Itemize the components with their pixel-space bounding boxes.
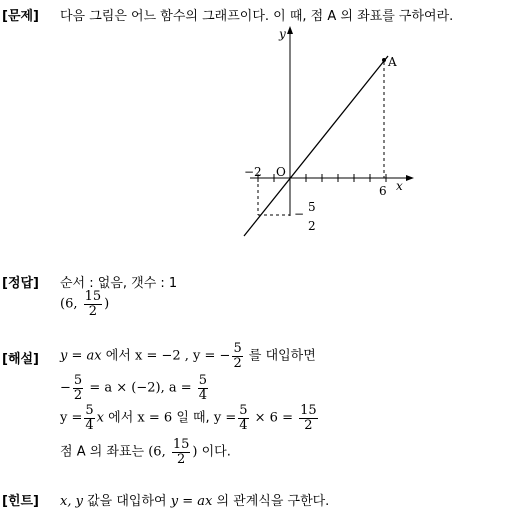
hint-eq: y = ax [170,494,213,509]
sol-l2-num: 5 [73,373,83,388]
solution-tag: [해설] [2,352,39,367]
sol-l3-frac3 [299,404,318,432]
answer-fraction [84,290,103,318]
sol-l3-num2: 5 [239,403,248,418]
answer-tag: [정답] [2,276,39,291]
sol-l3-when: 일 때, [176,410,210,426]
sol-l2-frac2 [198,374,208,402]
sol-l2-eq: = a × (−2), a = [89,380,192,396]
sol-l4-text: 점 A 의 좌표는 [60,444,145,460]
sol-l3-times: × 6 = [254,410,293,426]
hint-tag: [힌트] [2,494,39,509]
origin-label: O [276,165,286,179]
sol-l2-frac [73,374,83,402]
sol-l1-tail: 를 대입하면 [248,348,316,364]
sol-l2-minus: − [60,380,71,396]
sol-l4-close: ) [192,444,198,460]
sol-l1-num: 5 [233,341,242,356]
sol-l3-num3: 15 [300,403,317,418]
sol-l3-den3: 2 [304,417,313,433]
solution-line3 [60,404,320,432]
sol-l4-end: 이다. [201,444,231,460]
answer-close: ) [104,296,110,312]
sol-l2-den2: 4 [198,387,208,403]
problem-tag: [문제] [2,9,39,24]
hint-text [60,490,329,509]
y-frac-num: 5 [308,200,316,214]
sol-l3-num: 5 [85,403,94,418]
y-frac-sign: − [294,207,305,221]
hint-vars: x, y [60,494,83,509]
sol-l2-den: 2 [73,387,83,403]
point-a [382,58,386,62]
point-a-label: A [388,55,397,69]
x-axis-label: x [396,179,403,193]
answer-den: 2 [88,303,98,319]
answer-coordinate [60,290,109,318]
sol-l2-num2: 5 [198,373,208,388]
sol-l3-frac [84,404,94,432]
hint-sub: 값을 대입하여 [87,494,167,509]
sol-l4-num: 15 [172,437,190,452]
function-line [244,56,388,236]
x-axis-arrow [406,175,414,181]
sol-l1-sub: x = −2 , y = − [135,348,231,364]
solution-line1 [60,342,316,370]
sol-l1-den: 2 [233,355,242,371]
answer-line1: 순서 : 없음, 갯수 : 1 [60,276,178,291]
sol-l3-from: 에서 [108,410,134,426]
function-graph [230,24,430,240]
y-axis-arrow [287,26,293,34]
x-tick-neg2: −2 [244,165,262,179]
sol-l4-frac [172,438,191,466]
sol-l3-den: 4 [85,417,94,433]
y-frac-den: 2 [308,219,316,233]
sol-l1-from: 에서 [105,348,131,364]
answer-open: (6, [60,296,78,312]
sol-l3-den2: 4 [239,417,248,433]
sol-l3-x6: x = 6 [137,410,173,426]
sol-l3-x: x [96,410,104,426]
answer-num: 15 [84,289,102,304]
solution-line2 [60,374,210,402]
sol-l3-y: y = [60,410,83,426]
sol-l4-open: (6, [148,444,166,460]
problem-text: 다음 그림은 어느 함수의 그래프이다. 이 때, 점 A 의 좌표를 구하여라. [60,9,454,24]
solution-line4 [60,438,231,466]
sol-l3-frac2 [238,404,248,432]
sol-l1-eq: y = ax [60,348,102,364]
sol-l1-frac [232,342,242,370]
x-tick-6: 6 [379,184,387,198]
sol-l4-den: 2 [176,451,186,467]
sol-l3-y2: y = [213,410,237,426]
y-axis-label: y [279,27,286,41]
hint-tail: 의 관계식을 구한다. [216,494,330,509]
